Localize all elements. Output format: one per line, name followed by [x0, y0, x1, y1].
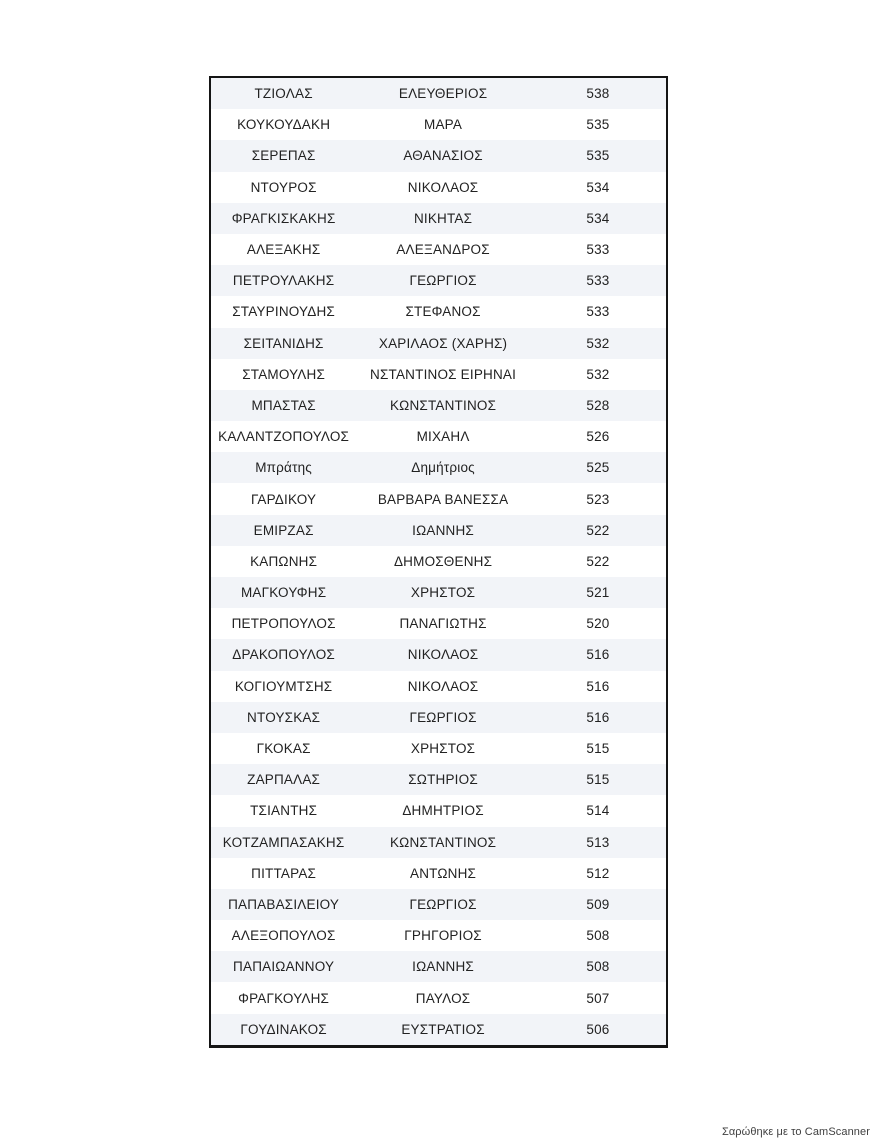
given-name-cell: ΓΡΗΓΟΡΙΟΣ — [356, 920, 530, 951]
value-cell: 521 — [530, 577, 667, 608]
surname-cell: ΣΤΑΜΟΥΛΗΣ — [210, 359, 356, 390]
value-cell: 533 — [530, 234, 667, 265]
given-name-cell: ΠΑΥΛΟΣ — [356, 982, 530, 1013]
table-row — [210, 827, 667, 858]
surname-cell: ΑΛΕΞΟΠΟΥΛΟΣ — [210, 920, 356, 951]
value-cell: 526 — [530, 421, 667, 452]
given-name-cell: ΙΩΑΝΝΗΣ — [356, 515, 530, 546]
table-row — [210, 265, 667, 296]
value-cell: 538 — [530, 77, 667, 109]
table-row — [210, 109, 667, 140]
given-name-cell: ΔΗΜΗΤΡΙΟΣ — [356, 795, 530, 826]
value-cell: 515 — [530, 733, 667, 764]
table-row — [210, 1014, 667, 1047]
surname-cell: ΣΤΑΥΡΙΝΟΥΔΗΣ — [210, 296, 356, 327]
table-row — [210, 733, 667, 764]
value-cell: 525 — [530, 452, 667, 483]
surname-cell: ΚΟΤΖΑΜΠΑΣΑΚΗΣ — [210, 827, 356, 858]
table-row — [210, 982, 667, 1013]
given-name-cell: ΝΣΤΑΝΤΙΝΟΣ ΕΙΡΗΝΑΙ — [356, 359, 530, 390]
given-name-cell: ΧΡΗΣΤΟΣ — [356, 733, 530, 764]
table-row — [210, 858, 667, 889]
given-name-cell: ΠΑΝΑΓΙΩΤΗΣ — [356, 608, 530, 639]
table-row — [210, 920, 667, 951]
table-row — [210, 140, 667, 171]
results-table-body — [210, 77, 667, 1046]
table-row — [210, 702, 667, 733]
given-name-cell: ΔΗΜΟΣΘΕΝΗΣ — [356, 546, 530, 577]
value-cell: 508 — [530, 920, 667, 951]
value-cell: 532 — [530, 359, 667, 390]
value-cell: 506 — [530, 1014, 667, 1047]
table-row — [210, 577, 667, 608]
table-row — [210, 639, 667, 670]
value-cell: 515 — [530, 764, 667, 795]
value-cell: 512 — [530, 858, 667, 889]
table-row — [210, 172, 667, 203]
value-cell: 509 — [530, 889, 667, 920]
value-cell: 522 — [530, 546, 667, 577]
given-name-cell: Δημήτριος — [356, 452, 530, 483]
given-name-cell: ΝΙΚΗΤΑΣ — [356, 203, 530, 234]
given-name-cell: ΓΕΩΡΓΙΟΣ — [356, 889, 530, 920]
value-cell: 533 — [530, 265, 667, 296]
table-row — [210, 77, 667, 109]
value-cell: 528 — [530, 390, 667, 421]
value-cell: 514 — [530, 795, 667, 826]
table-row — [210, 515, 667, 546]
given-name-cell: ΕΛΕΥΘΕΡΙΟΣ — [356, 77, 530, 109]
surname-cell: ΤΖΙΟΛΑΣ — [210, 77, 356, 109]
given-name-cell: ΝΙΚΟΛΑΟΣ — [356, 172, 530, 203]
value-cell: 508 — [530, 951, 667, 982]
surname-cell: ΚΑΛΑΝΤΖΟΠΟΥΛΟΣ — [210, 421, 356, 452]
surname-cell: ΠΕΤΡΟΠΟΥΛΟΣ — [210, 608, 356, 639]
given-name-cell: ΚΩΝΣΤΑΝΤΙΝΟΣ — [356, 390, 530, 421]
given-name-cell: ΣΩΤΗΡΙΟΣ — [356, 764, 530, 795]
given-name-cell: ΧΑΡΙΛΑΟΣ (ΧΑΡΗΣ) — [356, 328, 530, 359]
given-name-cell: ΒΑΡΒΑΡΑ ΒΑΝΕΣΣΑ — [356, 483, 530, 514]
surname-cell: ΚΟΥΚΟΥΔΑΚΗ — [210, 109, 356, 140]
results-table — [209, 76, 668, 1048]
surname-cell: ΕΜΙΡΖΑΣ — [210, 515, 356, 546]
given-name-cell: ΝΙΚΟΛΑΟΣ — [356, 671, 530, 702]
table-row — [210, 764, 667, 795]
given-name-cell: ΝΙΚΟΛΑΟΣ — [356, 639, 530, 670]
value-cell: 523 — [530, 483, 667, 514]
value-cell: 516 — [530, 671, 667, 702]
surname-cell: ΖΑΡΠΑΛΑΣ — [210, 764, 356, 795]
surname-cell: Μπράτης — [210, 452, 356, 483]
value-cell: 516 — [530, 639, 667, 670]
table-row — [210, 328, 667, 359]
table-row — [210, 546, 667, 577]
value-cell: 534 — [530, 203, 667, 234]
table-row — [210, 234, 667, 265]
surname-cell: ΓΚΟΚΑΣ — [210, 733, 356, 764]
given-name-cell: ΜΑΡΑ — [356, 109, 530, 140]
value-cell: 532 — [530, 328, 667, 359]
given-name-cell: ΚΩΝΣΤΑΝΤΙΝΟΣ — [356, 827, 530, 858]
value-cell: 535 — [530, 109, 667, 140]
value-cell: 534 — [530, 172, 667, 203]
given-name-cell: ΙΩΑΝΝΗΣ — [356, 951, 530, 982]
surname-cell: ΠΑΠΑΙΩΑΝΝΟΥ — [210, 951, 356, 982]
table-row — [210, 296, 667, 327]
given-name-cell: ΣΤΕΦΑΝΟΣ — [356, 296, 530, 327]
surname-cell: ΜΠΑΣΤΑΣ — [210, 390, 356, 421]
surname-cell: ΣΕΡΕΠΑΣ — [210, 140, 356, 171]
table-row — [210, 889, 667, 920]
surname-cell: ΦΡΑΓΚΙΣΚΑΚΗΣ — [210, 203, 356, 234]
table-row — [210, 203, 667, 234]
given-name-cell: ΜΙΧΑΗΛ — [356, 421, 530, 452]
value-cell: 513 — [530, 827, 667, 858]
table-row — [210, 608, 667, 639]
value-cell: 535 — [530, 140, 667, 171]
surname-cell: ΚΑΠΩΝΗΣ — [210, 546, 356, 577]
value-cell: 520 — [530, 608, 667, 639]
table-row — [210, 390, 667, 421]
value-cell: 522 — [530, 515, 667, 546]
surname-cell: ΠΑΠΑΒΑΣΙΛΕΙΟΥ — [210, 889, 356, 920]
surname-cell: ΠΙΤΤΑΡΑΣ — [210, 858, 356, 889]
table-row — [210, 359, 667, 390]
given-name-cell: ΓΕΩΡΓΙΟΣ — [356, 702, 530, 733]
camscanner-watermark: Σαρώθηκε με το CamScanner — [721, 1126, 870, 1138]
given-name-cell: ΧΡΗΣΤΟΣ — [356, 577, 530, 608]
table-row — [210, 452, 667, 483]
surname-cell: ΓΟΥΔΙΝΑΚΟΣ — [210, 1014, 356, 1047]
given-name-cell: ΑΛΕΞΑΝΔΡΟΣ — [356, 234, 530, 265]
table-row — [210, 483, 667, 514]
surname-cell: ΣΕΙΤΑΝΙΔΗΣ — [210, 328, 356, 359]
table-row — [210, 951, 667, 982]
given-name-cell: ΑΝΤΩΝΗΣ — [356, 858, 530, 889]
given-name-cell: ΓΕΩΡΓΙΟΣ — [356, 265, 530, 296]
table-row — [210, 421, 667, 452]
table-row — [210, 795, 667, 826]
value-cell: 516 — [530, 702, 667, 733]
value-cell: 533 — [530, 296, 667, 327]
surname-cell: ΜΑΓΚΟΥΦΗΣ — [210, 577, 356, 608]
surname-cell: ΝΤΟΥΣΚΑΣ — [210, 702, 356, 733]
surname-cell: ΔΡΑΚΟΠΟΥΛΟΣ — [210, 639, 356, 670]
surname-cell: ΑΛΕΞΑΚΗΣ — [210, 234, 356, 265]
given-name-cell: ΕΥΣΤΡΑΤΙΟΣ — [356, 1014, 530, 1047]
table-row — [210, 671, 667, 702]
given-name-cell: ΑΘΑΝΑΣΙΟΣ — [356, 140, 530, 171]
surname-cell: ΦΡΑΓΚΟΥΛΗΣ — [210, 982, 356, 1013]
surname-cell: ΓΑΡΔΙΚΟΥ — [210, 483, 356, 514]
surname-cell: ΚΟΓΙΟΥΜΤΣΗΣ — [210, 671, 356, 702]
surname-cell: ΠΕΤΡΟΥΛΑΚΗΣ — [210, 265, 356, 296]
surname-cell: ΝΤΟΥΡΟΣ — [210, 172, 356, 203]
surname-cell: ΤΣΙΑΝΤΗΣ — [210, 795, 356, 826]
value-cell: 507 — [530, 982, 667, 1013]
